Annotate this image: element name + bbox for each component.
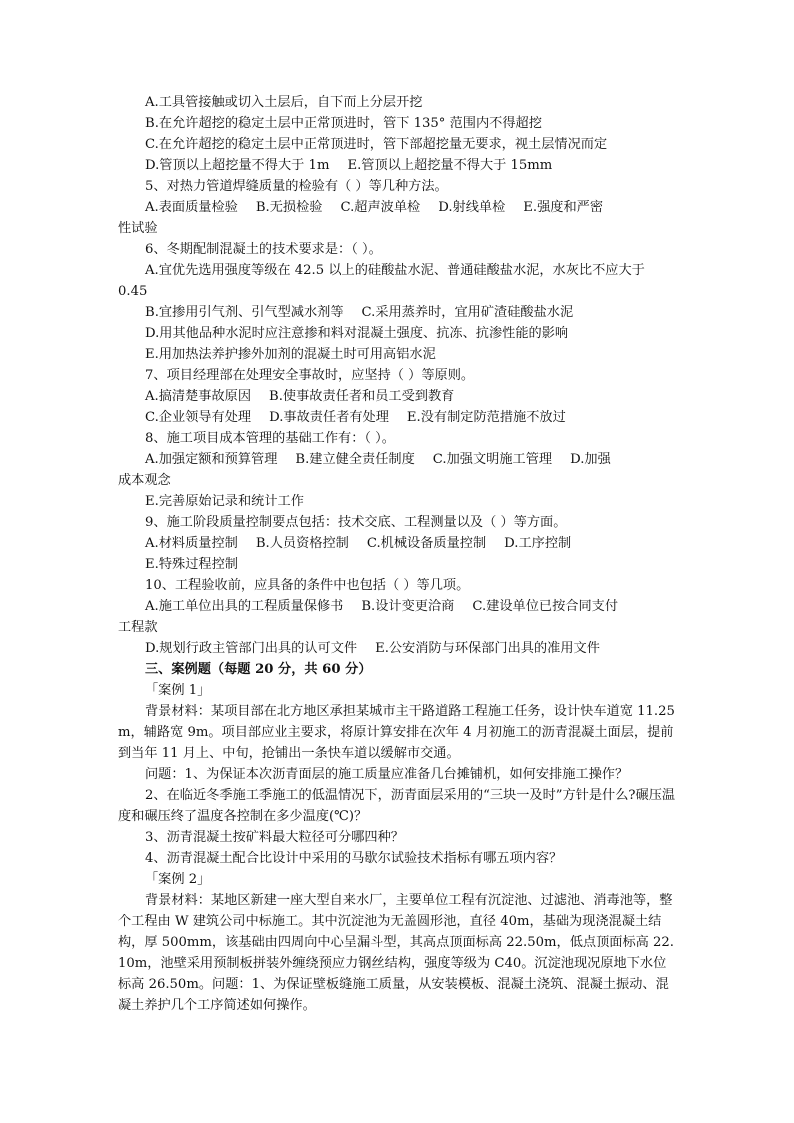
q10-option-c-cont: 工程款 [118,620,158,635]
q5-options [118,197,678,218]
q10-options-de [118,638,678,659]
q9-option-e: E.特殊过程控制 [145,557,238,572]
q6-option-a-cont: 0.45 [118,284,148,299]
q4-option-c: C.在允许超挖的稳定土层中正常顶进时，管下部超挖量无要求，视土层情况而定 [145,137,608,152]
case-1-question-1: 问题：1、为保证本次沥青面层的施工质量应准备几台摊铺机，如何安排施工操作？ [145,767,629,782]
q7-options-ab [118,386,678,407]
q6-option-d: D.用其他品种水泥时应注意掺和料对混凝土强度、抗冻、抗渗性能的影响 [145,326,569,341]
q5-option-b: B.无损检验 [255,200,323,215]
q10-option-e: E.公安消防与环保部门出具的准用文件 [375,641,600,656]
q9-option-d: D.工序控制 [504,536,572,551]
q6-option-a: A.宜优先选用强度等级在 42.5 以上的硅酸盐水泥、普通硅酸盐水泥，水灰比不应大于 [145,263,645,278]
case-1-question-2: 2、在临近冬季施工季施工的低温情况下，沥青面层采用的“三块一及时”方针是什么?碾压温度和碾压终了温度各控制在多少温度(℃)？ [118,788,676,824]
q5-option-e-cont: 性试验 [118,221,158,236]
q4-options-de [118,155,678,176]
q10-option-b: B.设计变更洽商 [361,599,455,614]
q10-option-d: D.规划行政主管部门出具的认可文件 [145,641,358,656]
case-1-label: 「案例 1」 [145,683,211,698]
question-8: 8、施工项目成本管理的基础工作有：（ ）。 [145,431,395,446]
q10-option-c: C.建设单位已按合同支付 [472,599,619,614]
q5-option-e: E.强度和严密 [523,200,604,215]
q8-option-e: E.完善原始记录和统计工作 [145,494,304,509]
case-1-question-3: 3、沥青混凝土按矿料最大粒径可分哪四种？ [145,830,404,845]
q8-options-abcd [118,449,678,470]
case-2-label: 「案例 2」 [145,872,211,887]
q4-option-b: B.在允许超挖的稳定土层中正常顶进时，管下 135° 范围内不得超挖 [145,116,542,131]
q5-option-d: D.射线单检 [438,200,506,215]
q5-option-c: C.超声波单检 [340,200,421,215]
q8-option-b: B.建立健全责任制度 [295,452,415,467]
q6-option-c: C.采用蒸养时，宜用矿渣硅酸盐水泥 [361,305,574,320]
q9-option-c: C.机械设备质量控制 [366,536,487,551]
q8-option-d: D.加强 [570,452,611,467]
q9-options-abcd [118,533,678,554]
case-1-background: 背景材料：某项目部在北方地区承担某城市主干路道路工程施工任务，设计快车道宽 11.25m，辅路宽 9m。项目部应业主要求，将原计算安排在次年 4 月初施工的沥青混凝土面层，提前到当年 11 月上、中旬，抢铺出一条快车道以缓解市交通。 [118,704,675,761]
q8-option-c: C.加强文明施工管理 [432,452,553,467]
case-1-question-4: 4、沥青混凝土配合比设计中采用的马歇尔试验技术指标有哪五项内容？ [145,851,563,866]
q7-option-e: E.没有制定防范措施不放过 [406,410,566,425]
q7-option-a: A.搞清楚事故原因 [145,389,252,404]
q5-option-a: A.表面质量检验 [145,200,238,215]
question-5: 5、对热力管道焊缝质量的检验有（ ）等几种方法。 [145,179,448,194]
question-10: 10、工程验收前，应具备的条件中也包括（ ）等几项。 [145,578,470,593]
q9-option-a: A.材料质量控制 [145,536,238,551]
q7-option-d: D.事故责任者有处理 [269,410,389,425]
question-9: 9、施工阶段质量控制要点包括：技术交底、工程测量以及（ ）等方面。 [145,515,567,530]
q4-option-e: E.管顶以上超挖量不得大于 15mm [347,158,553,173]
question-7: 7、项目经理部在处理安全事故时，应坚持（ ）等原则。 [145,368,475,383]
q4-option-a: A.工具管接触或切入土层后，自下而上分层开挖 [145,95,423,110]
q4-option-d: D.管顶以上超挖量不得大于 1m [145,158,330,173]
q8-option-a: A.加强定额和预算管理 [145,452,278,467]
q8-option-d-cont: 成本观念 [118,473,171,488]
q10-option-a: A.施工单位出具的工程质量保修书 [145,599,344,614]
q7-options-cde [118,407,678,428]
document-page [118,92,678,1016]
section-3-heading: 三、案例题（每题 20 分，共 60 分） [145,662,372,677]
q7-option-b: B.使事故责任者和员工受到教育 [269,389,455,404]
q6-option-e: E.用加热法养护掺外加剂的混凝土时可用高铝水泥 [145,347,436,362]
question-6: 6、冬期配制混凝土的技术要求是：（ ）。 [145,242,382,257]
q7-option-c: C.企业领导有处理 [145,410,252,425]
case-2-background: 背景材料：某地区新建一座大型自来水厂，主要单位工程有沉淀池、过滤池、消毒池等，整个工程由 W 建筑公司中标施工。其中沉淀池为无盖圆形池，直径 40m，基础为现浇混凝土结构，厚 500mm，该基础由四周向中心呈漏斗型，其高点顶面标高 22.50m，低点顶面标高 22.10m，池壁采用预制板拼装外缠绕预应力钢丝结构，强度等级为 C40。沉淀池现况原地下水位标高 26.50m。问题：1、为保证壁板缝施工质量，从安装模板、混凝土浇筑、混凝土振动、混凝土养护几个工序简述如何操作。 [118,893,674,1013]
q6-option-b: B.宜掺用引气剂、引气型减水剂等 [145,305,344,320]
q6-options-bc [118,302,678,323]
q10-options-abc [118,596,678,617]
q9-option-b: B.人员资格控制 [255,536,349,551]
